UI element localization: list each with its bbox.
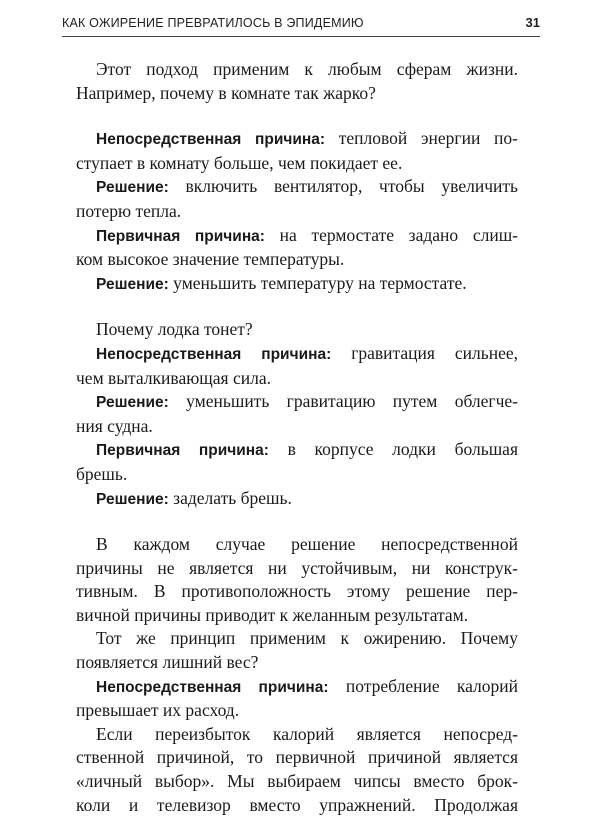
obesity-immediate-cause [76,675,518,700]
label-primary-cause: Первичная причина: [96,227,265,245]
label-primary-cause: Первичная причина: [96,442,269,460]
paragraph-line: В каждом случае решение непосредственной [96,534,518,555]
text-span: в корпусе лодки большая [268,439,518,460]
text-span: включить вентилятор, чтобы увеличить [168,176,518,197]
text-span: заделать брешь. [168,487,292,508]
paragraph-line: Тот же принцип применим к ожирению. Почему [96,628,518,649]
paragraph-line: ственной причиной, то первичной причиной является [76,747,518,768]
paragraph-line: коли и телевизор вместо упражнений. Продолжая [76,794,518,815]
room-solution-1 [76,175,518,200]
boat-solution-2 [76,487,518,512]
running-header [62,14,540,37]
spacer [76,511,518,533]
paragraph-line: потерю тепла. [76,200,182,221]
paragraph-line: Если переизбыток калорий является непосред- [96,723,518,744]
page-number: 31 [525,15,540,30]
spacer [76,105,518,127]
page-body [76,58,518,817]
text-span: гравитация сильнее, [331,342,518,363]
paragraph-line: брешь. [76,463,128,484]
text-span: потребление калорий [328,675,518,696]
label-solution: Решение: [96,275,169,293]
label-solution: Решение: [96,179,169,197]
boat-immediate-cause [76,342,518,367]
paragraph-line: причины не является ни устойчивым, ни конструк- [76,557,518,578]
label-immediate-cause: Непосредственная причина: [96,131,326,149]
paragraph-line: Этот подход применим к любым сферам жизни. [96,59,518,79]
room-primary-cause [76,224,518,249]
label-solution: Решение: [96,394,169,412]
label-immediate-cause: Непосредственная причина: [96,678,329,696]
paragraph-line: ния судна. [76,415,153,436]
paragraph-line: ступает в комнату больше, чем покидает ее. [76,152,403,173]
paragraph-line: «личный выбор». Мы выбираем чипсы вместо брок- [76,771,518,792]
paragraph-line: Например, почему в комнате так жарко? [76,82,376,103]
paragraph-line: появляется лишний вес? [76,652,259,673]
paragraph-line: превышает их расход. [76,700,240,721]
room-immediate-cause [76,127,518,152]
paragraph-line: ком высокое значение температуры. [76,249,345,270]
chapter-title: КАК ОЖИРЕНИЕ ПРЕВРАТИЛОСЬ В ЭПИДЕМИЮ [62,16,364,30]
paragraph-line: вичной причины приводит к желанным результатам. [76,604,469,625]
paragraph-line: тивным. В противоположность этому решение пер- [76,581,518,602]
text-span: уменьшить гравитацию путем облегче- [168,391,518,412]
boat-solution-1 [76,390,518,415]
paragraph-line: Почему лодка тонет? [96,319,253,340]
room-solution-2 [76,272,518,297]
text-span: уменьшить температуру на термостате. [168,272,467,293]
paragraph-line: чем выталкивающая сила. [76,367,271,388]
text-span: на термостате задано слиш- [264,224,518,245]
text-span: тепловой энергии по- [325,128,518,149]
label-immediate-cause: Непосредственная причина: [96,345,332,363]
boat-primary-cause [76,438,518,463]
label-solution: Решение: [96,490,169,508]
spacer [76,296,518,318]
